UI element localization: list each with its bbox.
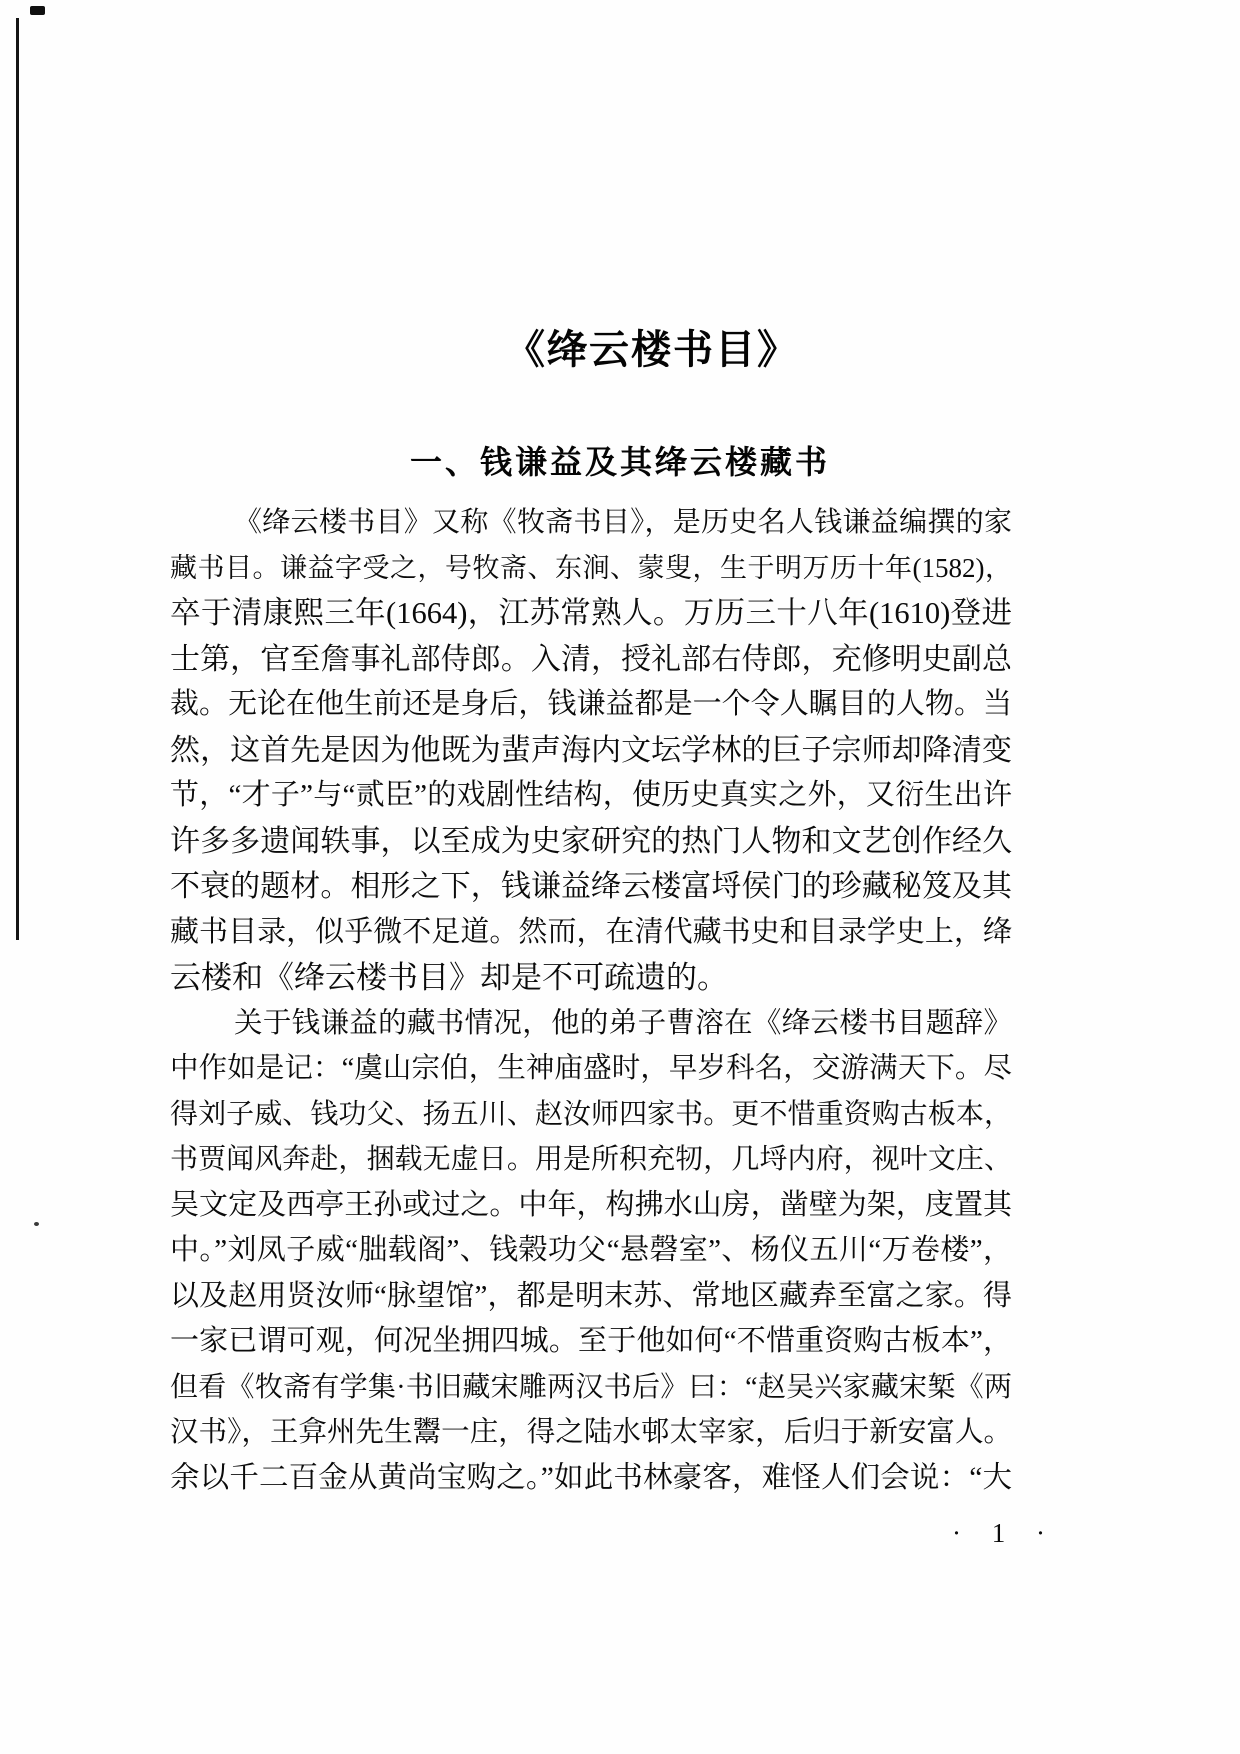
scan-dot-artifact (34, 1222, 39, 1226)
body-text-line: 汉书》，王弇州先生鬻一庄，得之陆水邨太宰家，后归于新安富人。 (170, 1417, 1012, 1448)
body-text-line: 关于钱谦益的藏书情况，他的弟子曹溶在《绛云楼书目题辞》 (234, 1007, 1012, 1039)
body-text-line: 不衰的题材。相形之下，钱谦益绛云楼富埒侯门的珍藏秘笈及其 (170, 870, 1012, 903)
body-text-line: 裁。无论在他生前还是身后，钱谦益都是一个令人瞩目的人物。当 (170, 688, 1012, 720)
body-text-line: 书贾闻风奔赴，捆载无虚日。用是所积充牣，几埒内府，视叶文庄、 (170, 1144, 1012, 1175)
body-text-line: 余以千二百金从黄尚宝购之。”如此书林豪客，难怪人们会说：“大 (170, 1461, 1012, 1494)
body-text-line: 然，这首先是因为他既为蜚声海内文坛学林的巨子宗师却降清变 (170, 733, 1012, 767)
body-text-line: 士第，官至詹事礼部侍郎。入清，授礼部右侍郎，充修明史副总 (170, 642, 1012, 676)
page-number: · 1 · (952, 1518, 1057, 1548)
body-text-line: 得刘子威、钱功父、扬五川、赵汝师四家书。更不惜重资购古板本， (170, 1098, 1012, 1130)
section-heading: 一、钱谦益及其绛云楼藏书 (409, 443, 830, 481)
body-text-line: 许多多遗闻轶事，以至成为史家研究的热门人物和文艺创作经久 (170, 824, 1012, 858)
body-text-line: 云楼和《绛云楼书目》却是不可疏遗的。 (170, 960, 728, 995)
body-text-line: 吴文定及西亭王孙或过之。中年，构拂水山房，凿壁为架，庋置其 (170, 1188, 1012, 1221)
scan-blob-artifact (30, 6, 45, 15)
body-text-line: 节，“才子”与“贰臣”的戏剧性结构，使历史真实之外，又衍生出许 (170, 779, 1012, 811)
page-title: 《绛云楼书目》 (505, 327, 799, 372)
body-text-line: 以及赵用贤汝师“脉望馆”，都是明末苏、常地区藏弆至富之家。得 (170, 1279, 1012, 1312)
body-text (170, 500, 1012, 1501)
body-text-line: 中作如是记：“虞山宗伯，生神庙盛时，早岁科名，交游满天下。尽 (170, 1053, 1012, 1084)
body-text-line: 一家已谓可观，何况坐拥四城。至于他如何“不惜重资购古板本”， (170, 1325, 1012, 1357)
body-text-line: 藏书目。谦益字受之，号牧斋、东涧、蒙叟，生于明万历十年(1582)， (170, 552, 1012, 583)
body-text-line: 《绛云楼书目》又称《牧斋书目》，是历史名人钱谦益编撰的家 (234, 507, 1012, 538)
body-text-line: 中。”刘凤子威“朏载阁”、钱榖功父“悬磬室”、杨仪五川“万卷楼”， (170, 1234, 1012, 1266)
body-text-line: 藏书目录，似乎微不足道。然而，在清代藏书史和目录学史上，绛 (170, 915, 1012, 948)
body-text-line: 卒于清康熙三年(1664)，江苏常熟人。万历三十八年(1610)登进 (170, 596, 1012, 630)
body-text-line: 但看《牧斋有学集·书旧藏宋雕两汉书后》曰：“赵吴兴家藏宋椠《两 (170, 1371, 1012, 1403)
